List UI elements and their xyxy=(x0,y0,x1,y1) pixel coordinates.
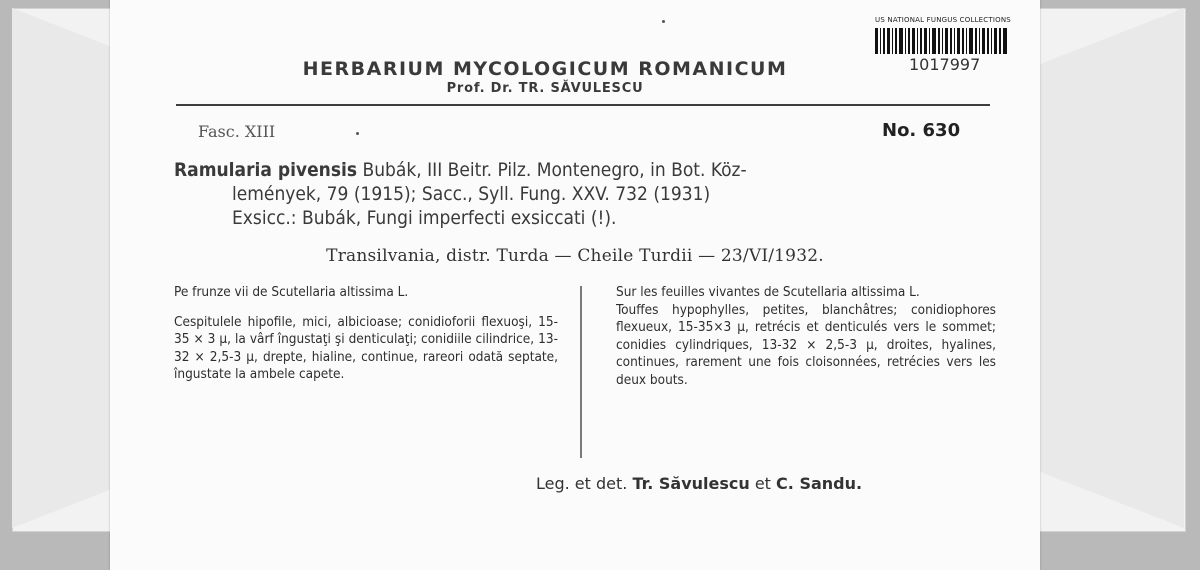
collector-1: Tr. Săvulescu xyxy=(632,474,750,493)
collector-2: C. Sandu. xyxy=(776,474,863,493)
collectors-conj: et xyxy=(749,474,777,493)
barcode-number: 1017997 xyxy=(909,55,981,74)
french-text: Touffes hypophylles, petites, blanchâtres; conidiophores flexueux, 15-35×3 μ, retrécis et denticulés vers le sommet; conidies cylindriques, 13-32 × 2,5-3 μ, droites, hyalines, continues, rarement une fois cloisonnées, retrécies vers les deux bouts. xyxy=(616,301,996,388)
citation-line-1: Bubák, III Beitr. Pilz. Montenegro, in Bot. Köz- xyxy=(357,159,747,181)
herbarium-label xyxy=(110,0,1040,570)
citation-line-2: lemények, 79 (1915); Sacc., Syll. Fung. XXV. 732 (1931) xyxy=(232,183,711,205)
speck xyxy=(662,20,665,23)
barcode-icon xyxy=(875,28,1007,54)
french-description xyxy=(616,284,996,389)
species-citation xyxy=(174,158,1004,230)
herbarium-subtitle: Prof. Dr. TR. SĂVULESCU xyxy=(446,81,644,96)
locality: Transilvania, distr. Turda — Cheile Turdii — 23/VI/1932. xyxy=(326,246,824,266)
barcode-caption: US NATIONAL FUNGUS COLLECTIONS xyxy=(875,16,1011,24)
romanian-host: Pe frunze vii de Scutellaria altissima L. xyxy=(174,284,409,300)
species-name: Ramularia pivensis xyxy=(174,159,358,181)
specimen-number: No. 630 xyxy=(882,120,961,141)
packet-right-flap xyxy=(1024,8,1184,528)
speck xyxy=(356,132,359,135)
column-divider xyxy=(580,286,582,458)
header-divider xyxy=(176,104,990,106)
french-host: Sur les feuilles vivantes de Scutellaria altissima L. xyxy=(616,284,920,300)
collectors xyxy=(536,474,862,493)
citation-line-3: Exsicc.: Bubák, Fungi imperfecti exsiccati (!). xyxy=(232,207,617,229)
romanian-text: Cespitulele hipofile, mici, albicioase; conidioforii flexuoşi, 15-35 × 3 μ, la vârf îngustaţi şi denticulaţi; conidiile cilindrice, 13-32 × 2,5-3 μ, drepte, hialine, continue, rareori odată septate, îngustate la ambele capete. xyxy=(174,313,558,382)
fascicle: Fasc. XIII xyxy=(198,122,276,141)
romanian-description xyxy=(174,284,558,384)
label-header xyxy=(110,58,980,96)
collectors-prefix: Leg. et det. xyxy=(536,474,633,493)
herbarium-title: HERBARIUM MYCOLOGICUM ROMANICUM xyxy=(302,58,788,80)
